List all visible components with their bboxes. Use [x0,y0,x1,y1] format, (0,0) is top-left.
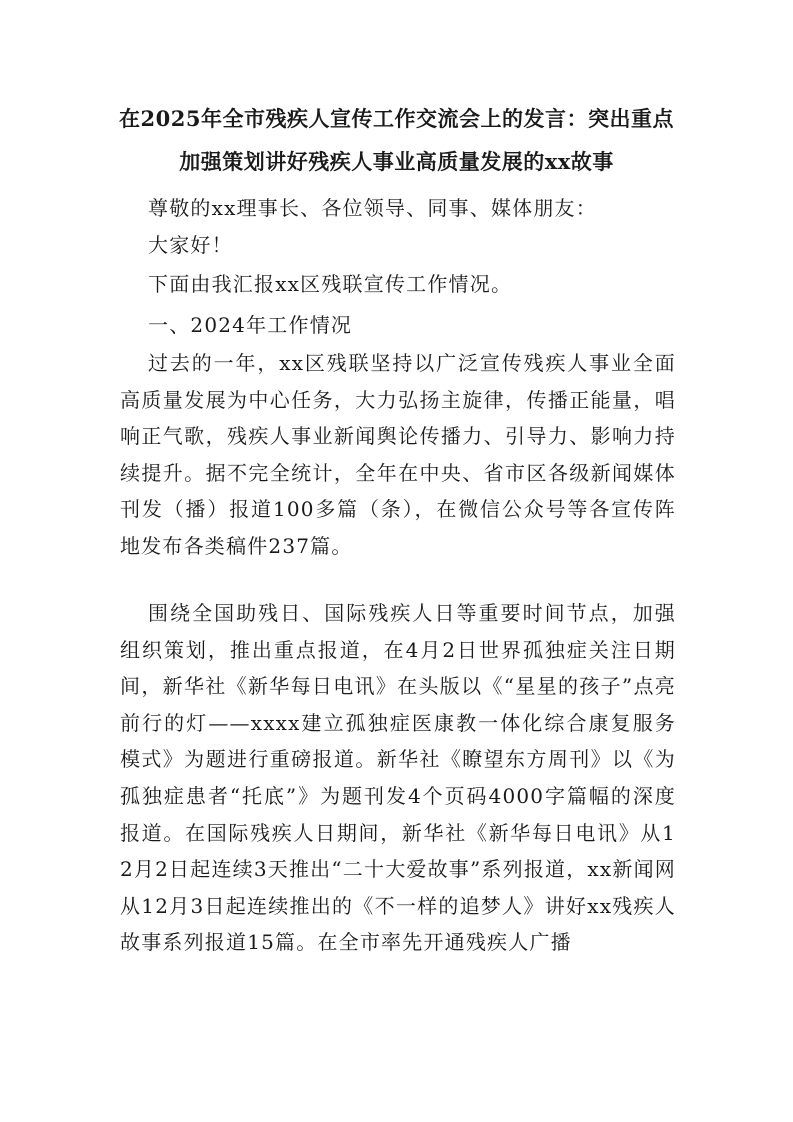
document-title-line-1: 在2025年全市残疾人宣传工作交流会上的发言：突出重点 [119,106,674,131]
body-paragraph-2: 围绕全国助残日、国际残疾人日等重要时间节点，加强组织策划，推出重点报道，在4月2日世界孤独症关注日期间，新华社《新华每日电讯》在头版以《“星星的孩子”点亮前行的灯——xxxx建立孤独症医康教一体化综合康复服务模式》为题进行重磅报道。新华社《瞭望东方周刊》以《为孤独症患者“托底”》为题刊发4个页码4000字篇幅的深度报道。在国际残疾人日期间，新华社《新华每日电讯》从12月2日起连续3天推出“二十大爱故事”系列报道，xx新闻网从12月3日起连续推出的《不一样的追梦人》讲好xx残疾人故事系列报道15篇。在全市率先开通残疾人广播 [120,601,676,955]
document-title-line-2: 加强策划讲好残疾人事业高质量发展的xx故事 [179,149,614,174]
salutation: 尊敬的xx理事长、各位领导、同事、媒体朋友： [148,196,597,220]
section-heading: 一、2024年工作情况 [148,313,353,337]
greeting: 大家好！ [148,233,233,257]
intro-paragraph: 下面由我汇报xx区残联宣传工作情况。 [148,272,513,296]
body-paragraph-1: 过去的一年，xx区残联坚持以广泛宣传残疾人事业全面高质量发展为中心任务，大力弘扬主旋律，传播正能量，唱响正气歌，残疾人事业新闻舆论传播力、引导力、影响力持续提升。据不完全统计，全年在中央、省市区各级新闻媒体刊发（播）报道100多篇（条），在微信公众号等各宣传阵地发布各类稿件237篇。 [120,351,676,558]
